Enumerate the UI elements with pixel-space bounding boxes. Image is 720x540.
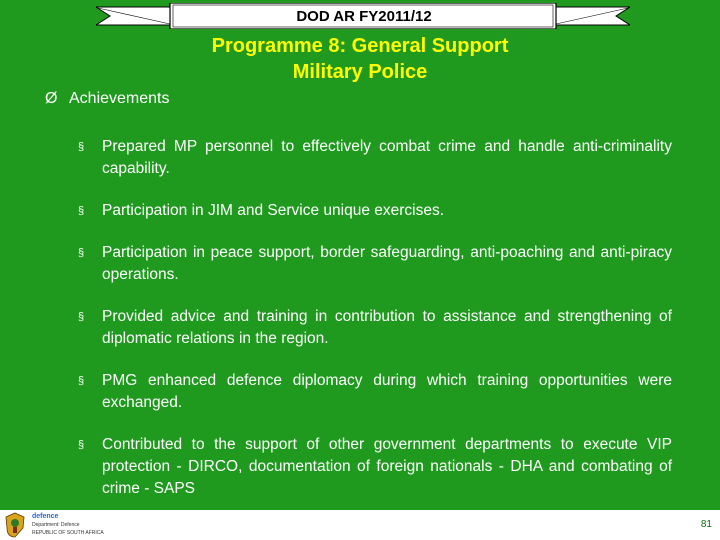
list-item: [78, 370, 672, 414]
footer-bar: [0, 510, 720, 540]
square-bullet-icon: §: [78, 247, 85, 259]
heading-line-1: Programme 8: General Support: [211, 35, 509, 57]
coat-of-arms-icon: [4, 512, 26, 538]
list-item: [78, 434, 672, 500]
list-item: [78, 306, 672, 350]
section-title: Achievements: [69, 90, 170, 107]
defence-logo-text: defence: [32, 513, 59, 520]
page-heading: [0, 33, 720, 85]
square-bullet-icon: §: [78, 439, 85, 451]
square-bullet-icon: §: [78, 375, 85, 387]
banner-title: DOD AR FY2011/12: [296, 8, 432, 25]
section-header: [45, 88, 170, 110]
list-item-text: PMG enhanced defence diplomacy during which training opportunities were exchanged.: [102, 372, 672, 411]
list-item: [78, 136, 672, 180]
square-bullet-icon: §: [78, 205, 85, 217]
list-item: [78, 242, 672, 286]
list-item-text: Prepared MP personnel to effectively combat crime and handle anti-criminality capability.: [102, 138, 672, 177]
list-item-text: Participation in peace support, border safeguarding, anti-poaching and anti-piracy operations.: [102, 244, 672, 283]
arrow-bullet-icon: Ø: [45, 90, 58, 107]
square-bullet-icon: §: [78, 141, 85, 153]
department-label: Department: Defence: [32, 522, 80, 528]
list-item-text: Contributed to the support of other government departments to execute VIP protection - DIRCO, documentation of foreign nationals - DHA and combating of crime - SAPS: [102, 436, 672, 497]
heading-line-2: Military Police: [292, 61, 428, 83]
list-item: [78, 200, 672, 222]
square-bullet-icon: §: [78, 311, 85, 323]
list-item-text: Participation in JIM and Service unique exercises.: [102, 202, 445, 219]
list-item-text: Provided advice and training in contribution to assistance and strengthening of diplomatic relations in the region.: [102, 308, 672, 347]
page-number: 81: [700, 519, 712, 530]
republic-label: REPUBLIC OF SOUTH AFRICA: [32, 530, 104, 536]
header-banner: [96, 3, 630, 29]
